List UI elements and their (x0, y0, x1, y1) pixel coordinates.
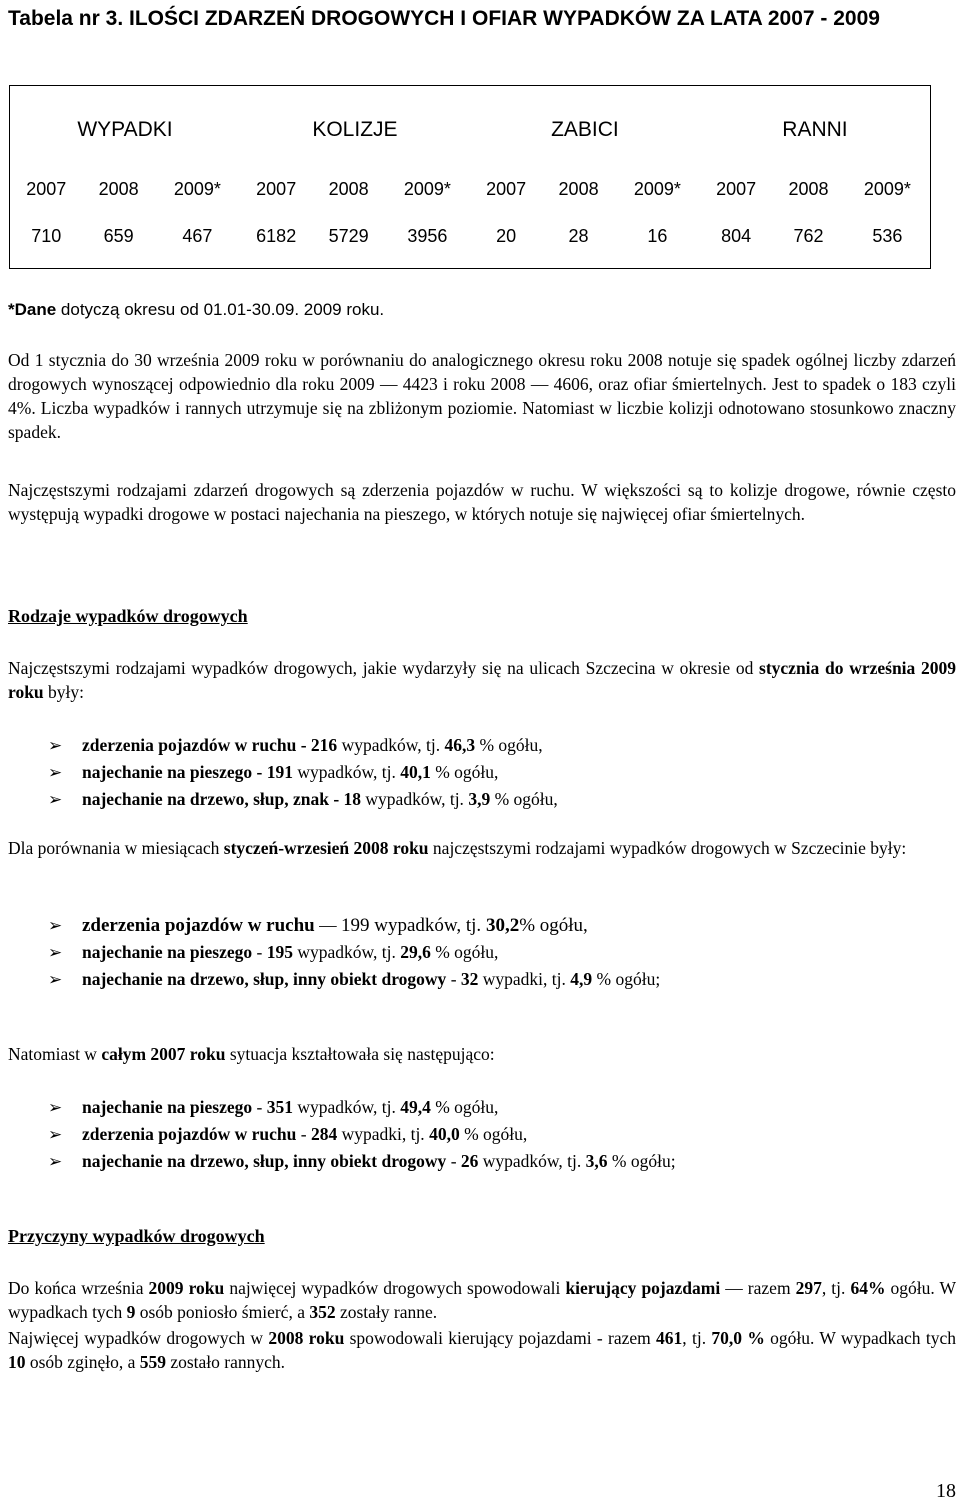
table-title: Tabela nr 3. ILOŚCI ZDARZEŃ DROGOWYCH I OFIAR WYPADKÓW ZA LATA 2007 - 2009 (8, 7, 880, 30)
list-item: ➢ zderzenia pojazdów w ruchu — 199 wypadków, tj. 30,2% ogółu, (48, 912, 660, 939)
value-cell: 3956 (407, 225, 448, 246)
year-cell: 2007 (486, 178, 527, 199)
footnote-marker: *Dane (8, 300, 57, 319)
year-cell: 2008 (558, 178, 599, 199)
year-cell: 2009* (633, 178, 681, 199)
list-2007 (48, 1094, 676, 1175)
arrow-bullet-icon: ➢ (48, 1152, 63, 1171)
intro-text: Najczęstszymi rodzajami wypadków drogowych, jakie wydarzyły się na ulicach Szczecina w okresie od (8, 658, 760, 678)
value-cell: 762 (793, 225, 824, 246)
value-cell: 467 (182, 225, 213, 246)
value-cell: 16 (647, 225, 668, 246)
section-heading-types: Rodzaje wypadków drogowych (8, 606, 248, 626)
group-header: KOLIZJE (312, 118, 398, 141)
list-item: ➢ najechanie na pieszego - 351 wypadków, tj. 49,4 % ogółu, (48, 1094, 676, 1121)
list-item: ➢ zderzenia pojazdów w ruchu - 216 wypadków, tj. 46,3 % ogółu, (48, 732, 558, 759)
list-item: ➢ najechanie na pieszego - 191 wypadków, tj. 40,1 % ogółu, (48, 759, 558, 786)
arrow-bullet-icon: ➢ (48, 1125, 63, 1144)
value-cell: 28 (568, 225, 589, 246)
group-header: RANNI (782, 118, 848, 141)
year-cell: 2009* (403, 178, 451, 199)
year-cell: 2007 (26, 178, 67, 199)
arrow-bullet-icon: ➢ (48, 916, 63, 935)
value-cell: 659 (103, 225, 134, 246)
accidents-table (10, 86, 930, 268)
arrow-bullet-icon: ➢ (48, 943, 63, 962)
year-cell: 2007 (256, 178, 297, 199)
value-cell: 5729 (328, 225, 369, 246)
year-cell: 2009* (863, 178, 911, 199)
list-item: ➢ najechanie na drzewo, słup, inny obiekt drogowy - 26 wypadków, tj. 3,6 % ogółu; (48, 1148, 676, 1175)
page-number: 18 (936, 1480, 956, 1502)
list-item: ➢ zderzenia pojazdów w ruchu - 284 wypadki, tj. 40,0 % ogółu, (48, 1121, 676, 1148)
value-cell: 6182 (256, 225, 297, 246)
table-footnote (8, 300, 384, 320)
paragraph-types: Najczęstszymi rodzajami zdarzeń drogowych są zderzenia pojazdów w ruchu. W większości są to kolizje drogowe, równie często występują wypadki drogowe w postaci najechania na pieszego, w których notuje się najwięcej ofiar śmiertelnych. (8, 480, 956, 524)
year-cell: 2009* (173, 178, 221, 199)
year-cell: 2008 (328, 178, 369, 199)
footnote-text: dotyczą okresu od 01.01-30.09. 2009 roku. (56, 300, 385, 319)
year-cell: 2007 (716, 178, 757, 199)
section-heading-causes: Przyczyny wypadków drogowych (8, 1226, 265, 1246)
value-cell: 710 (31, 225, 62, 246)
year-cell: 2008 (98, 178, 139, 199)
group-header: WYPADKI (77, 118, 173, 141)
paragraph-intro-2009 (8, 656, 956, 704)
arrow-bullet-icon: ➢ (48, 970, 63, 989)
value-cell: 20 (496, 225, 517, 246)
year-cell: 2008 (788, 178, 829, 199)
arrow-bullet-icon: ➢ (48, 763, 63, 782)
value-cell: 536 (872, 225, 903, 246)
intro-period: stycznia do września 2009 roku (8, 658, 956, 702)
intro-end: były: (43, 682, 85, 702)
paragraph-year-2007: Natomiast w całym 2007 roku sytuacja kształtowała się następująco: (8, 1044, 495, 1064)
list-item: ➢ najechanie na drzewo, słup, znak - 18 wypadków, tj. 3,9 % ogółu, (48, 786, 558, 813)
paragraph-causes-2009: Do końca września 2009 roku najwięcej wypadków drogowych spowodowali kierujący pojazdami — razem 297, tj. 64% ogółu. W wypadkach tych 9 osób poniosło śmierć, a 352 zostały ranne. (8, 1278, 956, 1322)
list-item: ➢ najechanie na drzewo, słup, inny obiekt drogowy - 32 wypadki, tj. 4,9 % ogółu; (48, 966, 660, 993)
paragraph-causes-2008: Najwięcej wypadków drogowych w 2008 roku spowodowali kierujący pojazdami - razem 461, tj. 70,0 % ogółu. W wypadkach tych 10 osób zginęło, a 559 zostało rannych. (8, 1328, 956, 1372)
list-2009 (48, 732, 558, 813)
list-2008 (48, 912, 660, 993)
group-header: ZABICI (551, 118, 619, 141)
list-item: ➢ najechanie na pieszego - 195 wypadków, tj. 29,6 % ogółu, (48, 939, 660, 966)
arrow-bullet-icon: ➢ (48, 1098, 63, 1117)
value-cell: 804 (721, 225, 752, 246)
paragraph-summary: Od 1 stycznia do 30 września 2009 roku w porównaniu do analogicznego okresu roku 2008 notuje się spadek ogólnej liczby zdarzeń drogowych wynoszącej odpowiednio dla roku 2009 — 4423 i roku 2008 — 4606, oraz ofiar śmiertelnych. Jest to spadek o 183 czyli 4%. Liczba wypadków i rannych utrzymuje się na zbliżonym poziomie. Natomiast w liczbie kolizji odnotowano stosunkowo znaczny spadek. (8, 350, 956, 442)
arrow-bullet-icon: ➢ (48, 736, 63, 755)
arrow-bullet-icon: ➢ (48, 790, 63, 809)
paragraph-compare-2008: Dla porównania w miesiącach styczeń-wrzesień 2008 roku najczęstszymi rodzajami wypadków drogowych w Szczecinie były: (8, 838, 907, 858)
